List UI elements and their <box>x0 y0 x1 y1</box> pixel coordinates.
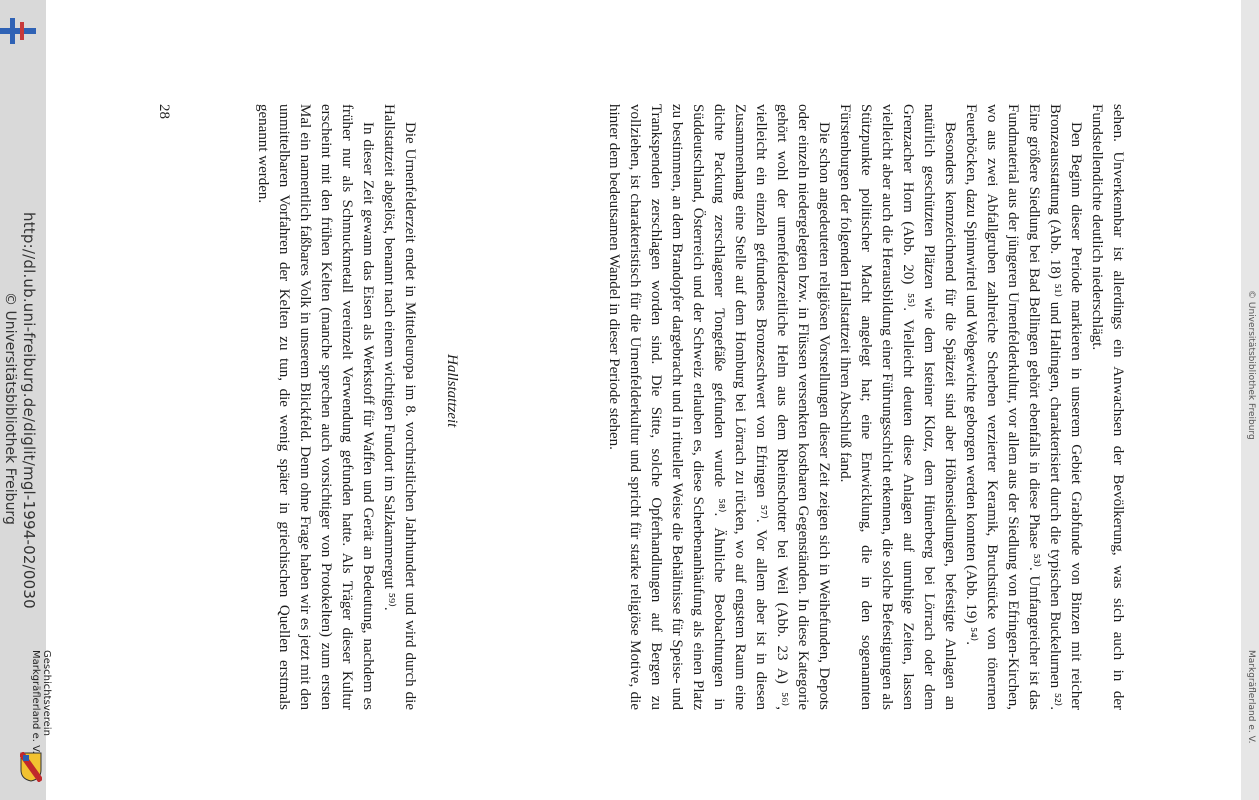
paragraph: In dieser Zeit gewann das Eisen als Werkstoff für Waffen und Gerät an Bedeutung, nachdem es früher nur als Schmuckmetall vereinzelt Verwendung gefunden hatte. Als Träger dieser Kultur erscheint mit den frühen Kelten (manche sprechen auch vorsichtiger von Protokelten) zum ersten Mal ein namentlich faßbares Volk in unserem Blickfeld. Denn ohne Frage haben wir es jetzt mit den unmittelbaren Vorfahren der Kelten zu tun, die wenig später in griechischen Quellen erstmals genannt werden. <box>255 104 376 710</box>
copyright-line: © Universitätsbibliothek Freiburg <box>2 292 18 525</box>
edge-society-cut: Markgräflerland e. V. <box>1246 650 1256 744</box>
lower-text-block <box>252 104 420 710</box>
paragraph: Die schon angedeuteten religiösen Vorstellungen dieser Zeit zeigen sich in Weihefunden, Depots oder einzeln niedergelegten bzw. in Flüssen versenkten kostbaren Gegenständen. In diese Kategorie gehört wohl der urnenfelderzeitliche Helm aus dem Rheinschotter bei Weil (Abb. 23 A) ⁵⁶⁾, vielleicht ein einzeln gefundenes Bronzeschwert von Efringen ⁵⁷⁾. Vor allem aber ist in diesen Zusammenhang eine Stelle auf dem Homburg bei Lörrach zu rücken, wo auf engstem Raum eine dichte Packung zerschlagener Tongefäße gefunden wurde ⁵⁸⁾. Ähnliche Beobachtungen in Süddeutschland, Österreich und der Schweiz erlauben es, diese Scherbenanhäufung als einen Platz zu bestimmen, an dem Brandopfer dargebracht und in ritueller Weise die Behältnisse für Speise- und Trankspenden zerschlagen worden sind. Die Sitte, solche Opferhandlungen auf Bergen zu vollziehen, ist charakteristisch für die Urnenfelderkultur und spricht für starke religiöse Motive, die hinter dem bedeutsamen Wandel in dieser Periode stehen. <box>606 104 832 710</box>
coat-of-arms-icon <box>20 752 42 782</box>
source-url[interactable]: http://dl.ub.uni-freiburg.de/diglit/mgl-1994-02/0030 <box>20 212 38 609</box>
society-line-2: Markgräflerland e. V. <box>30 650 41 754</box>
viewer-logo-icon <box>0 14 36 50</box>
main-text-block <box>603 104 1128 710</box>
society-line-1: Geschichtsverein <box>41 650 52 736</box>
section-heading: Hallstattzeit <box>444 354 460 428</box>
paragraph: Die Urnenfelderzeit endet in Mitteleuropa im 8. vorchristlichen Jahrhundert und wird durch die Hallstattzeit abgelöst, benannt nach einem wichtigen Fundort im Salzkammergut ⁵⁹⁾. <box>381 104 418 710</box>
society-name <box>30 650 52 754</box>
page-number: 28 <box>156 104 172 119</box>
paragraph: Besonders kennzeichnend für die Spätzeit sind aber Höhensiedlungen, befestigte Anlagen an natürlich geschützten Plätzen wie dem Isteiner Klotz, dem Hünerberg bei Lörrach oder dem Grenzacher Horn (Abb. 20) ⁵⁵⁾. Vielleicht deuten diese Anlagen auf unruhige Zeiten, lassen vielleicht aber auch die Herausbildung einer Führungsschicht erkennen, die solche Befestigungen als Stützpunkte politischer Macht angelegt hat; eine Entwicklung, die in den sogenannten Fürstenburgen der folgenden Hallstattzeit ihren Abschluß fand. <box>837 104 958 710</box>
edge-copyright-cut: © Universitätsbibliothek Freiburg <box>1246 290 1256 440</box>
paragraph: sehen. Unverkennbar ist allerdings ein Anwachsen der Bevölkerung, was sich auch in der Fundstellendichte deutlich niederschlägt. <box>1089 104 1126 710</box>
paragraph: Den Beginn dieser Periode markieren in unserem Gebiet Grabfunde von Binzen mit reicher Bronzeausstattung (Abb. 18) ⁵¹⁾ und Haltingen, charakterisiert durch die typischen Buckelurnen ⁵²⁾. Eine größere Siedlung bei Bad Bellingen gehört ebenfalls in diese Phase ⁵³⁾. Umfangreicher ist das Fundmaterial aus der jüngeren Urnenfelderkultur, vor allem aus der Siedlung von Efringen-Kirchen, wo aus zwei Abfallgruben zahlreiche Scherben verzierter Keramik, Bruchstücke von tönernen Feuerböcken, dazu Spinnwirtel und Webgewichte geborgen werden konnten (Abb. 19) ⁵⁴⁾. <box>963 104 1084 710</box>
